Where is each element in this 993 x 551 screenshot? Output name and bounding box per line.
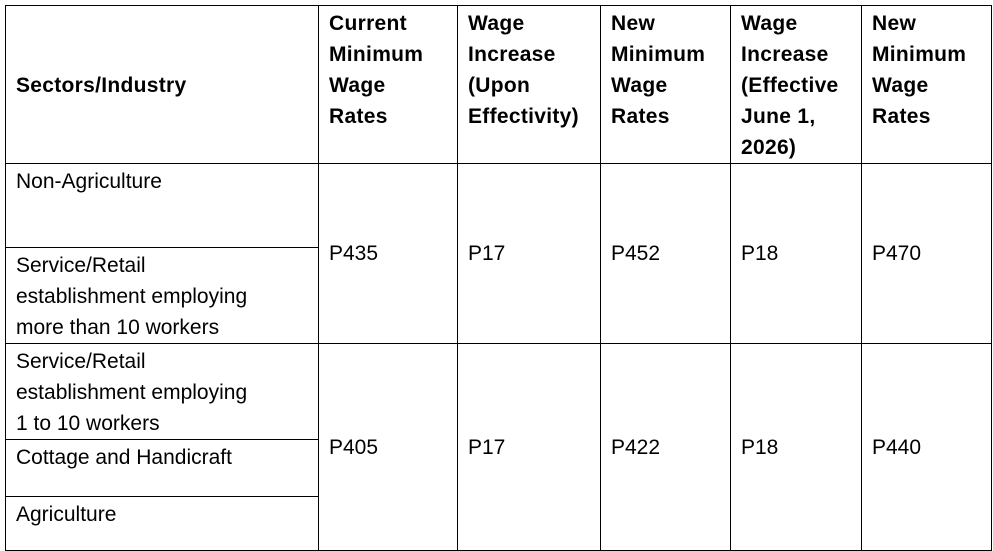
new-rate-1-cell: P452	[601, 164, 731, 344]
header-sectors: Sectors/Industry	[6, 6, 319, 164]
current-rate-cell: P405	[319, 344, 458, 551]
header-current-minimum-wage: Current Minimum Wage Rates	[319, 6, 458, 164]
increase-june-cell: P18	[731, 344, 862, 551]
header-row	[6, 6, 992, 164]
table-row	[6, 164, 992, 248]
increase-upon-cell: P17	[458, 344, 601, 551]
sector-cell: Cottage and Handicraft	[6, 440, 319, 497]
new-rate-1-cell: P422	[601, 344, 731, 551]
new-rate-2-cell: P470	[862, 164, 992, 344]
sector-cell: Service/Retail establishment employing 1 to 10 workers	[6, 344, 319, 440]
increase-upon-cell: P17	[458, 164, 601, 344]
sector-cell: Agriculture	[6, 497, 319, 551]
header-wage-increase-upon-effectivity: Wage Increase (Upon Effectivity)	[458, 6, 601, 164]
sector-cell: Service/Retail establishment employing more than 10 workers	[6, 248, 319, 344]
wage-table-container	[5, 5, 992, 551]
header-new-minimum-wage-2: New Minimum Wage Rates	[862, 6, 992, 164]
increase-june-cell: P18	[731, 164, 862, 344]
current-rate-cell: P435	[319, 164, 458, 344]
header-new-minimum-wage-1: New Minimum Wage Rates	[601, 6, 731, 164]
minimum-wage-table	[5, 5, 992, 551]
table-row	[6, 344, 992, 440]
sector-cell: Non-Agriculture	[6, 164, 319, 248]
header-wage-increase-june-2026: Wage Increase (Effective June 1, 2026)	[731, 6, 862, 164]
new-rate-2-cell: P440	[862, 344, 992, 551]
